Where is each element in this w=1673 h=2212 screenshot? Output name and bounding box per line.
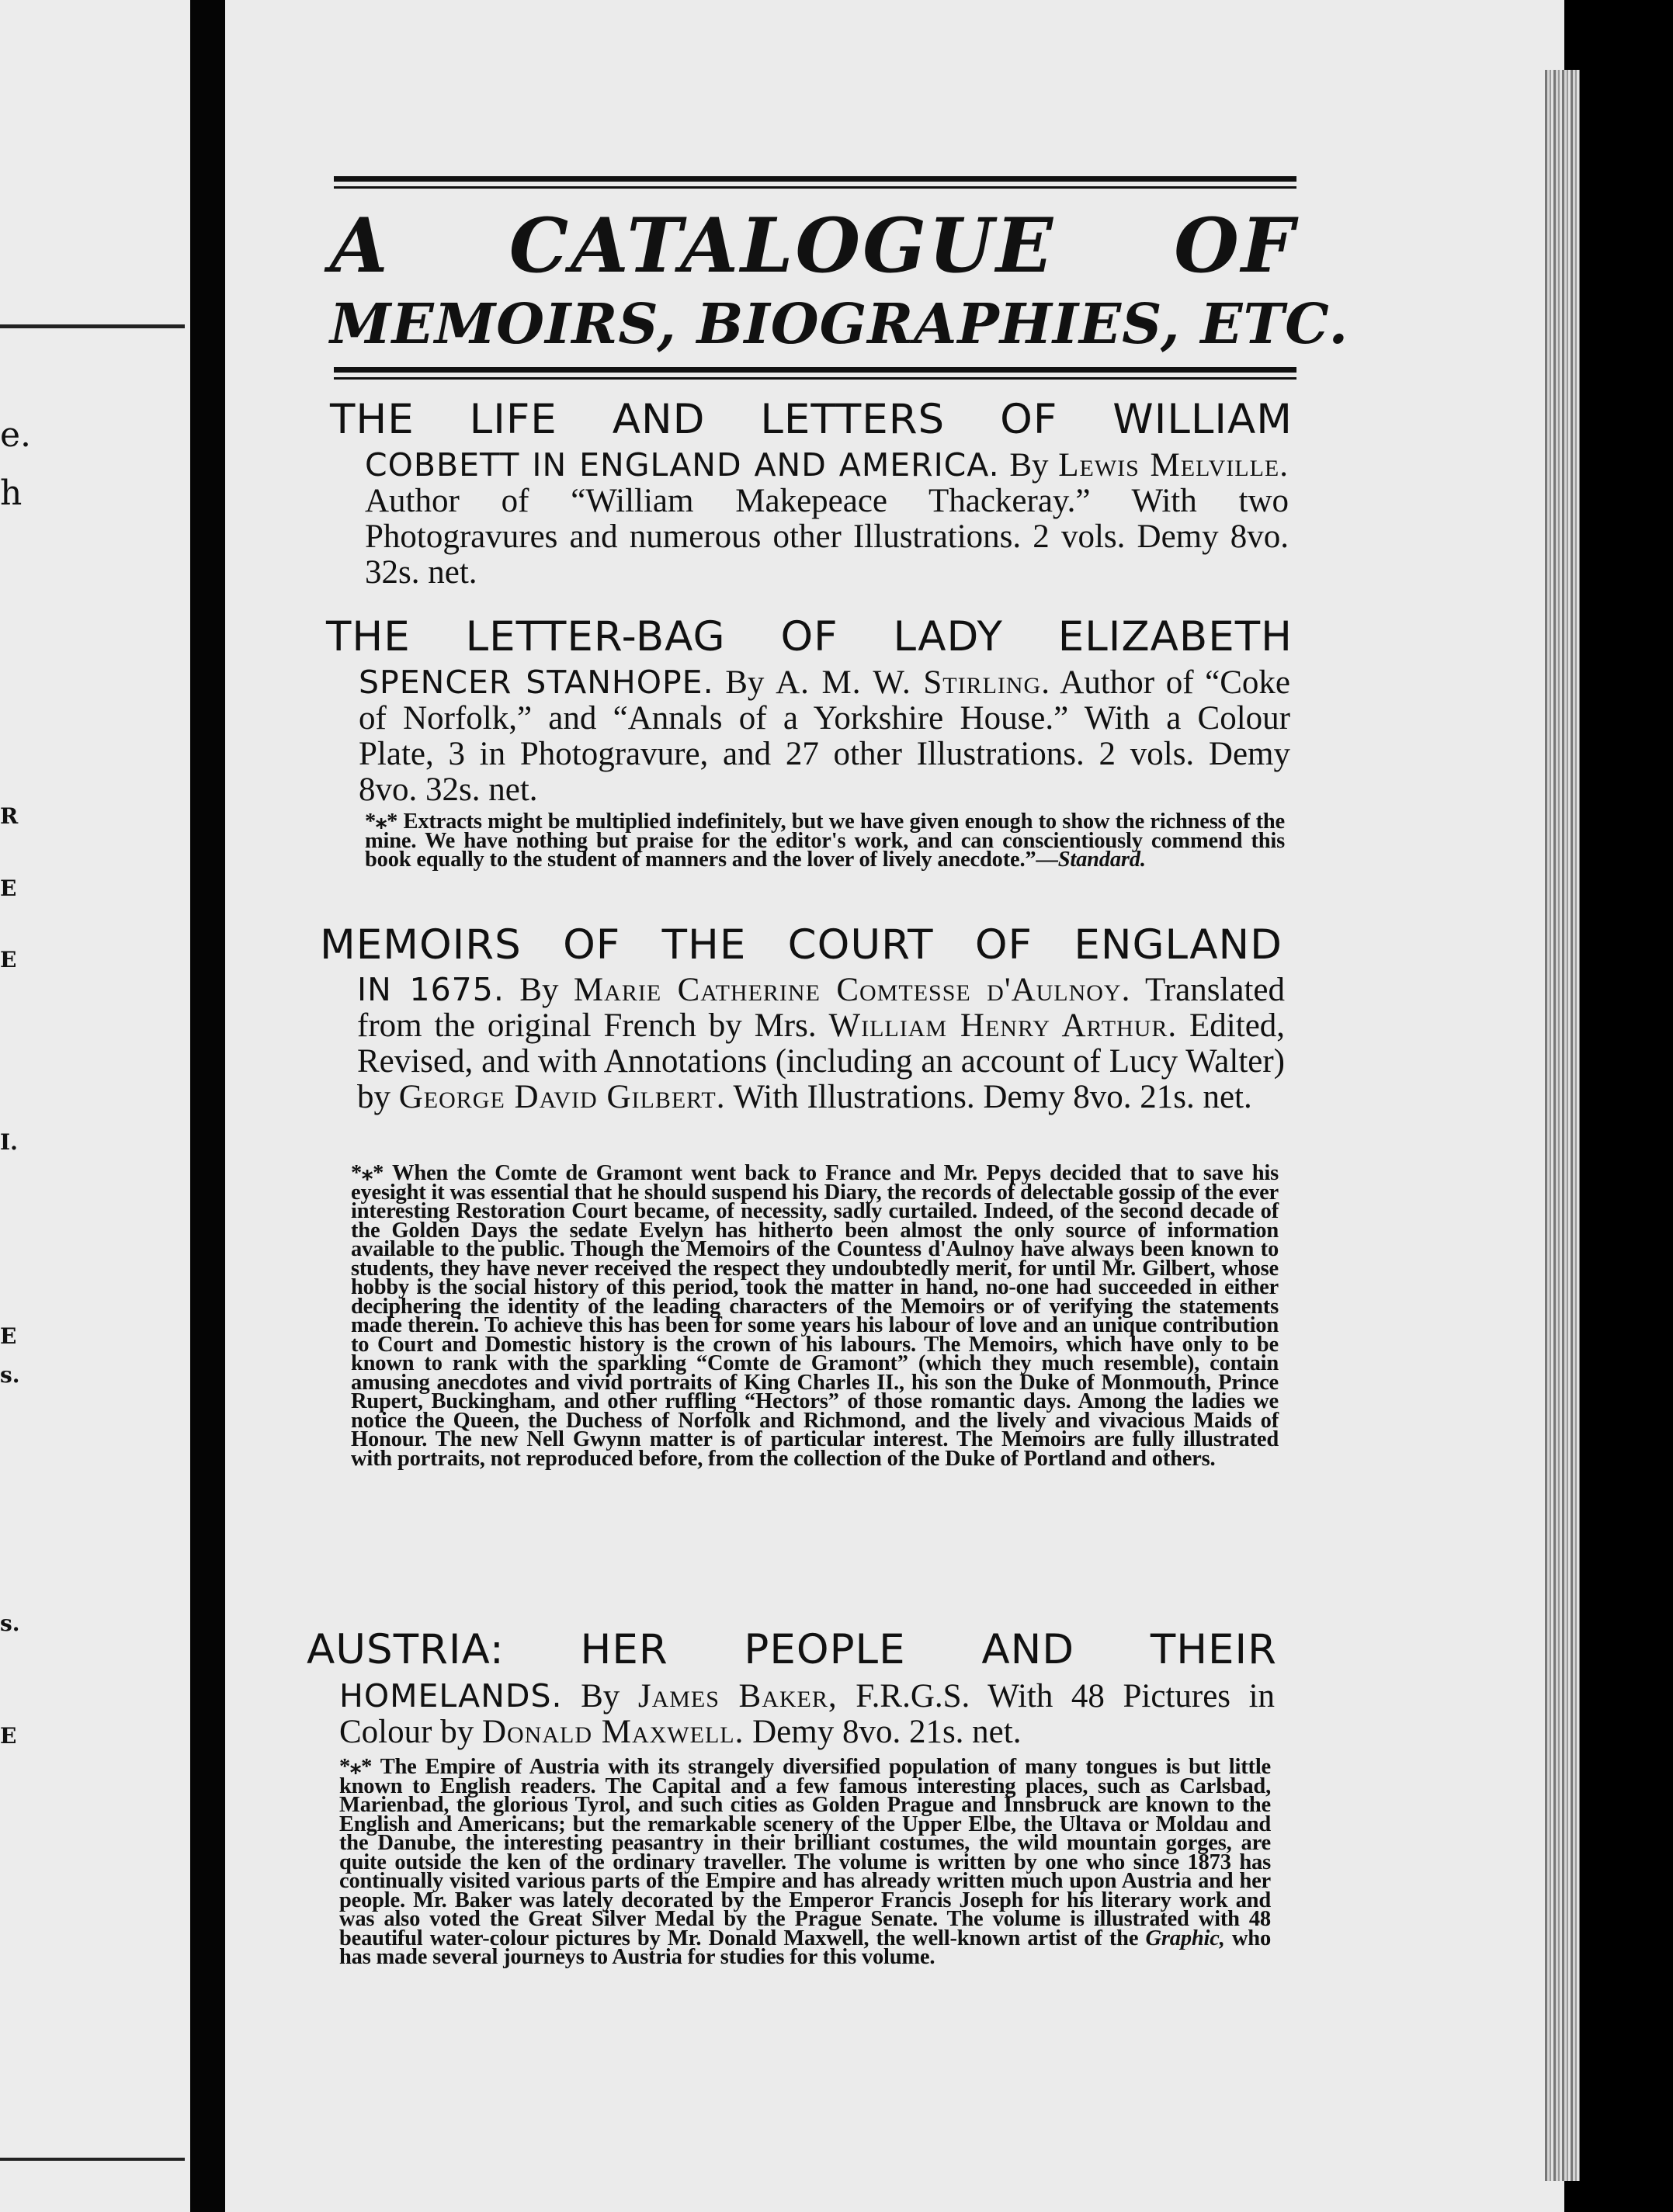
entry-details: F.R.G.S. With 48 Pictures in Colour by <box>339 1678 1276 1750</box>
entry-details: With Illustrations. Demy 8vo. 21s. net. <box>733 1079 1252 1115</box>
edge-letter: h <box>0 473 23 513</box>
book-gutter <box>190 0 225 2212</box>
review-text: *⁎* Extracts might be multiplied indefinitely, but we have given enough to show the richness of the mine. We have nothing but praise for the editor's work, and can conscientiously commend this book equally to the student of manners and the lover of lively anecdote.”— <box>365 810 1285 872</box>
edge-letter: I. <box>0 1129 18 1155</box>
entry-details: Author of “Coke of Norfolk,” and “Annals of a Yorkshire House.” With a Colour Plate, 3 in Photogravure, and 27 other Illustrations. 2 vols. Demy 8vo. 32s. net. <box>359 664 1290 808</box>
entry-author: Lewis Melville. <box>1058 447 1289 484</box>
left-page-bottom-rule <box>0 2158 185 2161</box>
header-rule-thin <box>334 186 1296 189</box>
review-quote <box>365 810 1285 872</box>
entry-editor: George David Gilbert. <box>398 1079 726 1115</box>
edge-letter: e. <box>0 415 32 455</box>
edge-letter: E <box>0 1323 17 1349</box>
entry-title: THE LETTER-BAG OF LADY ELIZABETH <box>326 613 1293 660</box>
entry-description <box>339 1678 1275 1750</box>
catalogue-subtitle: MEMOIRS, BIOGRAPHIES, ETC. <box>330 291 1349 356</box>
by-word: By <box>1009 447 1049 484</box>
review-publication: Graphic, <box>1145 1926 1225 1950</box>
entry-illustrator: Donald Maxwell. <box>481 1714 745 1750</box>
by-word: By <box>581 1678 620 1714</box>
edge-letter: R <box>0 803 19 829</box>
entry-title-continued: HOMELANDS. <box>339 1677 563 1714</box>
review-text-block: *⁎* When the Comte de Gramont went back to France and Mr. Pepys decided that to save his eyesight it was essential that he should suspend his Diary, the records of delectable gossip of the ever interesting Restoration Court became, of necessity, sadly curtailed. Indeed, of the second decade of the Golden Days the sedate Evelyn has hitherto been almost the only source of information available to the public. Though the Memoirs of the Countess d'Aulnoy have always been known to students, they have never received the respect they undoubtedly merit, for until Mr. Gilbert, whose hobby is the social history of this period, took the matter in hand, no-one had succeeded in either deciphering the identity of the leading characters of the Memoirs or of verifying the statements made therein. To achieve this has been for some years his labour of love and an unique contribution to Court and Domestic history is the crown of his labours. The Memoirs, which have only to be known to rank with the sparkling “Comte de Gramont” (which they much resemble), contain amusing anecdotes and vivid portraits of King Charles II., his son the Duke of Monmouth, Prince Rupert, Buckingham, and other ruffling “Hectors” of those romantic days. Among the ladies we notice the Queen, the Duchess of Norfolk and Richmond, and the lively and vivacious Maids of Honour. The new Nell Gwynn matter is of particular interest. The Memoirs are fully illustrated with portraits, not reproduced before, from the collection of the Duke of Portland and others. <box>351 1161 1279 1471</box>
edge-letter: s. <box>0 1610 20 1636</box>
entry-description <box>359 664 1290 808</box>
entry-author: James Baker, <box>637 1678 838 1714</box>
entry-translator: William Henry Arthur. <box>828 1007 1178 1044</box>
by-word: By <box>725 664 765 701</box>
left-page-rule <box>0 324 185 328</box>
entry-title: THE LIFE AND LETTERS OF WILLIAM <box>330 396 1293 443</box>
entry-details: Demy 8vo. 21s. net. <box>752 1714 1022 1750</box>
entry-title-continued: SPENCER STANHOPE. <box>359 664 714 701</box>
title-rule-thin <box>334 377 1296 380</box>
scan-border <box>1580 0 1673 2212</box>
title-rule-thick <box>334 367 1296 373</box>
edge-letter: E <box>0 947 17 973</box>
entry-title: AUSTRIA: HER PEOPLE AND THEIR <box>307 1626 1277 1673</box>
entry-details: Translated from the original French by Mrs. <box>357 972 1285 1044</box>
entry-title-continued: COBBETT IN ENGLAND AND AMERICA. <box>365 446 1000 484</box>
catalogue-title: A CATALOGUE OF <box>330 202 1296 290</box>
entry-author: A. M. W. Stirling. <box>776 664 1050 701</box>
review-text: who has made several journeys to Austria for studies for this volume. <box>339 1926 1271 1969</box>
edge-letter: E <box>0 1723 17 1749</box>
edge-letter: E <box>0 875 17 901</box>
entry-details: Edited, Revised, and with Annotations (including an account of Lucy Walter) by <box>357 1007 1286 1115</box>
entry-title-continued: IN 1675. <box>357 971 505 1008</box>
entry-description <box>357 972 1285 1115</box>
entry-title: MEMOIRS OF THE COURT OF ENGLAND <box>320 921 1283 969</box>
review-text-block <box>339 1755 1271 1969</box>
entry-author: Marie Catherine Comtesse d'Aulnoy. <box>573 972 1131 1008</box>
by-word: By <box>519 972 559 1008</box>
entry-description <box>365 447 1289 591</box>
review-text: *⁎* The Empire of Austria with its strangely diversified population of many tongues is but little known to English readers. The Capital and a few famous interesting places, such as Carlsbad, Marienbad, the glorious Tyrol, and such cities as Golden Prague and Innsbruck are known to the English and Americans; but the remarkable scenery of the Upper Elbe, the Ultava or Moldau and the Danube, the interesting peasantry in their brilliant costumes, the wild mountain gorges, are quite outside the ken of the ordinary traveller. The volume is written by one who since 1873 has continually visited various parts of the Empire and has already written much upon Austria and her people. Mr. Baker was lately decorated by the Emperor Francis Joseph for his literary work and was also voted the Great Silver Medal by the Prague Senate. The volume is illustrated with 48 beautiful water-colour pictures by Mr. Donald Maxwell, the well-known artist of the <box>339 1755 1271 1950</box>
edge-letter: s. <box>0 1362 20 1388</box>
header-rule-thick <box>334 176 1296 182</box>
entry-details: Author of “William Makepeace Thackeray.” With two Photogravures and numerous other Illustrations. 2 vols. Demy 8vo. 32s. net. <box>365 483 1289 591</box>
page-edges <box>1545 70 1580 2181</box>
left-facing-page <box>0 0 190 2212</box>
review-source: Standard. <box>1057 848 1146 872</box>
